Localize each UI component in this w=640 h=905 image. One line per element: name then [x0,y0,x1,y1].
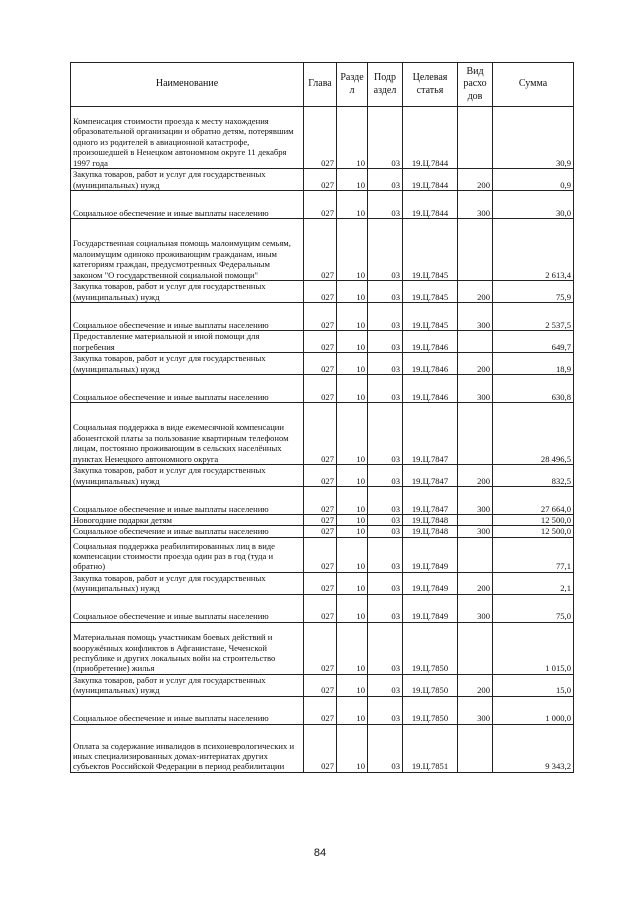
row-article: 19.Ц.7847 [403,487,458,515]
row-section: 10 [337,303,368,331]
row-subsection: 03 [368,403,403,465]
row-article: 19.Ц.7847 [403,465,458,487]
row-section: 10 [337,403,368,465]
table-row [71,572,574,594]
row-article: 19.Ц.7846 [403,353,458,375]
row-article: 19.Ц.7851 [403,724,458,772]
row-name: Закупка товаров, работ и услуг для государственных (муниципальных) нужд [71,674,304,696]
row-name: Закупка товаров, работ и услуг для государственных (муниципальных) нужд [71,465,304,487]
row-name: Закупка товаров, работ и услуг для государственных (муниципальных) нужд [71,169,304,191]
row-article: 19.Ц.7847 [403,403,458,465]
row-expense-type [458,537,493,572]
row-sum: 9 343,2 [493,724,574,772]
row-sum: 649,7 [493,331,574,353]
row-section: 10 [337,219,368,281]
table-row [71,403,574,465]
row-subsection: 03 [368,526,403,537]
row-chapter: 027 [304,622,337,674]
budget-table [70,62,574,773]
row-expense-type: 200 [458,465,493,487]
row-chapter: 027 [304,107,337,169]
row-name: Социальное обеспечение и иные выплаты населению [71,696,304,724]
header-section: Разде л [337,63,368,107]
row-article: 19.Ц.7849 [403,594,458,622]
row-section: 10 [337,331,368,353]
row-name: Материальная помощь участникам боевых действий и вооружённых конфликтов в Афганистане, Чеченской республике и других локальных войн на строительство (приобретение) жилья [71,622,304,674]
row-section: 10 [337,515,368,526]
row-name: Закупка товаров, работ и услуг для государственных (муниципальных) нужд [71,281,304,303]
row-subsection: 03 [368,107,403,169]
row-sum: 1 015,0 [493,622,574,674]
row-chapter: 027 [304,353,337,375]
row-section: 10 [337,674,368,696]
row-subsection: 03 [368,375,403,403]
row-section: 10 [337,487,368,515]
row-name: Социальное обеспечение и иные выплаты населению [71,594,304,622]
row-expense-type: 300 [458,191,493,219]
row-subsection: 03 [368,331,403,353]
row-name: Новогодние подарки детям [71,515,304,526]
row-chapter: 027 [304,674,337,696]
table-row [71,107,574,169]
row-article: 19.Ц.7845 [403,219,458,281]
header-subsection: Подр аздел [368,63,403,107]
row-expense-type: 300 [458,696,493,724]
row-expense-type: 300 [458,487,493,515]
row-article: 19.Ц.7846 [403,331,458,353]
table-row [71,331,574,353]
row-sum: 75,9 [493,281,574,303]
row-subsection: 03 [368,281,403,303]
row-chapter: 027 [304,169,337,191]
row-sum: 15,0 [493,674,574,696]
row-section: 10 [337,622,368,674]
row-chapter: 027 [304,465,337,487]
table-body [71,107,574,773]
table-row [71,353,574,375]
header-target-article: Целевая статья [403,63,458,107]
table-row [71,465,574,487]
table-row [71,515,574,526]
row-name: Социальное обеспечение и иные выплаты населению [71,526,304,537]
row-section: 10 [337,724,368,772]
row-chapter: 027 [304,281,337,303]
header-chapter: Глава [304,63,337,107]
row-sum: 27 664,0 [493,487,574,515]
table-row [71,696,574,724]
row-sum: 18,9 [493,353,574,375]
row-subsection: 03 [368,515,403,526]
row-chapter: 027 [304,526,337,537]
row-sum: 2,1 [493,572,574,594]
row-chapter: 027 [304,537,337,572]
row-section: 10 [337,594,368,622]
table-row [71,281,574,303]
row-chapter: 027 [304,219,337,281]
row-subsection: 03 [368,724,403,772]
row-chapter: 027 [304,515,337,526]
header-expense-type: Вид расхо дов [458,63,493,107]
row-expense-type: 300 [458,594,493,622]
row-sum: 832,5 [493,465,574,487]
row-sum: 77,1 [493,537,574,572]
row-subsection: 03 [368,191,403,219]
row-subsection: 03 [368,487,403,515]
table-row [71,487,574,515]
row-section: 10 [337,281,368,303]
row-expense-type: 200 [458,674,493,696]
row-sum: 2 537,5 [493,303,574,331]
row-subsection: 03 [368,537,403,572]
row-expense-type [458,219,493,281]
row-expense-type: 200 [458,281,493,303]
row-name: Социальное обеспечение и иные выплаты населению [71,487,304,515]
row-subsection: 03 [368,594,403,622]
row-sum: 630,8 [493,375,574,403]
row-chapter: 027 [304,303,337,331]
row-article: 19.Ц.7848 [403,526,458,537]
row-article: 19.Ц.7844 [403,191,458,219]
row-chapter: 027 [304,375,337,403]
row-article: 19.Ц.7848 [403,515,458,526]
header-sum: Сумма [493,63,574,107]
row-name: Закупка товаров, работ и услуг для государственных (муниципальных) нужд [71,353,304,375]
row-name: Социальное обеспечение и иные выплаты населению [71,375,304,403]
row-subsection: 03 [368,353,403,375]
row-subsection: 03 [368,674,403,696]
header-name: Наименование [71,63,304,107]
row-article: 19.Ц.7849 [403,572,458,594]
row-chapter: 027 [304,403,337,465]
row-expense-type: 300 [458,303,493,331]
row-name: Предоставление материальной и иной помощи для погребения [71,331,304,353]
row-article: 19.Ц.7845 [403,303,458,331]
row-subsection: 03 [368,572,403,594]
row-subsection: 03 [368,622,403,674]
row-article: 19.Ц.7850 [403,674,458,696]
row-section: 10 [337,572,368,594]
table-row [71,303,574,331]
table-row [71,191,574,219]
table-row [71,375,574,403]
row-name: Социальное обеспечение и иные выплаты населению [71,303,304,331]
row-chapter: 027 [304,487,337,515]
row-subsection: 03 [368,219,403,281]
row-expense-type [458,724,493,772]
row-subsection: 03 [368,303,403,331]
row-name: Социальное обеспечение и иные выплаты населению [71,191,304,219]
table-row [71,622,574,674]
row-section: 10 [337,191,368,219]
page-number: 84 [313,847,327,859]
row-section: 10 [337,375,368,403]
row-name: Компенсация стоимости проезда к месту нахождения образовательной организации и обратно детям, потерявшим одного из родителей в авиационной катастрофе, произошедшей в Ненецком автономном округе 11 декабря 1997 года [71,107,304,169]
row-sum: 1 000,0 [493,696,574,724]
row-article: 19.Ц.7849 [403,537,458,572]
row-chapter: 027 [304,594,337,622]
row-sum: 2 613,4 [493,219,574,281]
row-subsection: 03 [368,696,403,724]
row-chapter: 027 [304,331,337,353]
row-chapter: 027 [304,696,337,724]
row-chapter: 027 [304,191,337,219]
row-article: 19.Ц.7844 [403,107,458,169]
row-section: 10 [337,353,368,375]
table-header-row [71,63,574,107]
row-expense-type [458,107,493,169]
table-row [71,594,574,622]
row-sum: 28 496,5 [493,403,574,465]
row-sum: 0,9 [493,169,574,191]
row-article: 19.Ц.7846 [403,375,458,403]
row-section: 10 [337,465,368,487]
row-name: Социальная поддержка в виде ежемесячной компенсации абонентской платы за пользование квартирным телефоном лицам, постоянно проживающим в сельских населённых пунктах Ненецкого автономного округа [71,403,304,465]
row-sum: 30,9 [493,107,574,169]
row-expense-type: 200 [458,169,493,191]
table-row [71,537,574,572]
row-expense-type: 300 [458,526,493,537]
row-sum: 75,0 [493,594,574,622]
row-expense-type [458,515,493,526]
row-subsection: 03 [368,465,403,487]
row-chapter: 027 [304,724,337,772]
table-row [71,219,574,281]
row-expense-type [458,331,493,353]
row-article: 19.Ц.7850 [403,622,458,674]
row-name: Государственная социальная помощь малоимущим семьям, малоимущим одиноко проживающим гражданам, иным категориям граждан, предусмотренных Федеральным законом "О государственной социальной помощи" [71,219,304,281]
table-row [71,674,574,696]
row-expense-type: 300 [458,375,493,403]
row-subsection: 03 [368,169,403,191]
row-expense-type [458,622,493,674]
row-expense-type: 200 [458,572,493,594]
table-row [71,526,574,537]
row-name: Закупка товаров, работ и услуг для государственных (муниципальных) нужд [71,572,304,594]
row-sum: 12 500,0 [493,526,574,537]
row-article: 19.Ц.7845 [403,281,458,303]
row-expense-type [458,403,493,465]
row-section: 10 [337,696,368,724]
row-sum: 12 500,0 [493,515,574,526]
row-section: 10 [337,537,368,572]
row-name: Социальная поддержка реабилитированных лиц в виде компенсации стоимости проезда один раз в год (туда и обратно) [71,537,304,572]
row-chapter: 027 [304,572,337,594]
row-section: 10 [337,107,368,169]
row-expense-type: 200 [458,353,493,375]
table-row [71,724,574,772]
row-section: 10 [337,526,368,537]
row-article: 19.Ц.7844 [403,169,458,191]
row-article: 19.Ц.7850 [403,696,458,724]
row-sum: 30,0 [493,191,574,219]
row-name: Оплата за содержание инвалидов в психоневрологических и иных специализированных домах-интернатах других субъектов Российской Федерации в период реабилитации [71,724,304,772]
row-section: 10 [337,169,368,191]
table-row [71,169,574,191]
